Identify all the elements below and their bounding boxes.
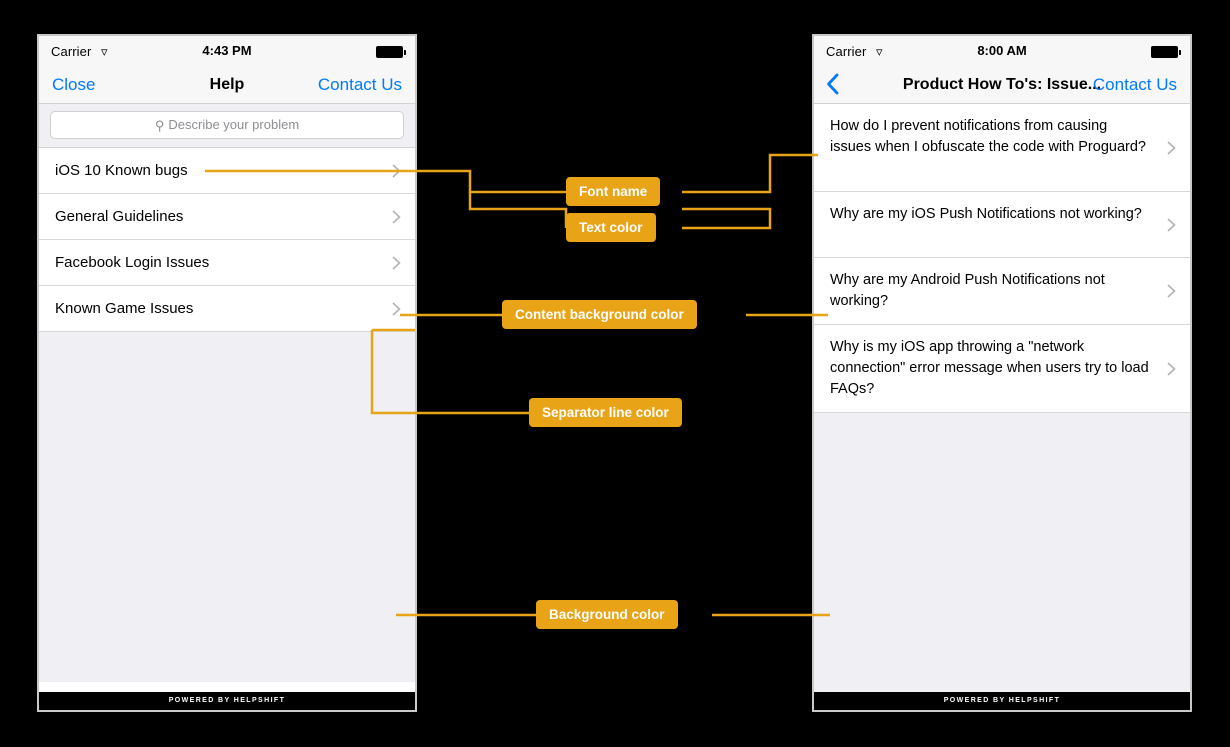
list-item-label: Why are my iOS Push Notifications not working? [830,206,1142,222]
carrier-label: Carrier [826,44,867,59]
carrier-label: Carrier [51,44,92,59]
status-bar-left [39,36,415,68]
nav-bar-left [39,68,415,104]
nav-bar-right [814,68,1190,104]
list-item[interactable] [39,240,415,286]
status-time: 4:43 PM [202,43,252,58]
list-item-label: General Guidelines [55,208,184,225]
faq-list-left [39,148,415,332]
search-input[interactable] [50,111,404,139]
status-time: 8:00 AM [977,43,1027,58]
search-bar-container [39,104,415,148]
chevron-right-icon [1167,284,1176,298]
back-chevron-icon[interactable] [826,73,840,95]
list-item[interactable] [814,192,1190,258]
battery-icon [1151,46,1178,58]
chevron-right-icon [1167,141,1176,155]
list-item-label: Why is my iOS app throwing a "network connection" error message when users try to load FAQs? [830,339,1149,397]
callout-separator-line-color: Separator line color [529,398,682,427]
callout-text-color: Text color [566,213,656,242]
list-item[interactable] [814,325,1190,413]
chevron-right-icon [1167,218,1176,232]
callout-font-name: Font name [566,177,660,206]
list-item-label: Known Game Issues [55,300,194,317]
powered-by-footer: POWERED BY HELPSHIFT [814,692,1190,710]
chevron-right-icon [392,164,401,178]
list-item[interactable] [814,104,1190,192]
chevron-right-icon [1167,362,1176,376]
callout-content-background-color: Content background color [502,300,697,329]
search-placeholder-row [51,117,403,133]
wifi-icon: ▿ [876,44,883,59]
battery-icon [376,46,403,58]
list-item[interactable] [814,258,1190,325]
chevron-right-icon [392,302,401,316]
status-bar-right [814,36,1190,68]
empty-list-background-right [814,413,1190,712]
faq-list-right [814,104,1190,413]
search-icon: ⚲ [154,118,165,133]
list-item-label: How do I prevent notifications from causing issues when I obfuscate the code with Proguard? [830,118,1146,155]
contact-us-button[interactable]: Contact Us [1092,75,1177,94]
wifi-icon: ▿ [101,44,108,59]
search-placeholder-text: Describe your problem [168,117,300,132]
page-title: Help [209,76,245,93]
list-item-label: Why are my Android Push Notifications not working? [830,272,1105,309]
chevron-right-icon [392,210,401,224]
list-item-label: iOS 10 Known bugs [55,162,188,179]
close-button[interactable]: Close [52,75,96,94]
page-title: Product How To's: Issue... [902,76,1102,93]
empty-list-background-left [39,332,415,682]
phone-mockup-right [812,34,1192,712]
list-item-label: Facebook Login Issues [55,254,210,271]
powered-by-footer: POWERED BY HELPSHIFT [39,692,415,710]
list-item[interactable] [39,286,415,332]
callout-background-color: Background color [536,600,678,629]
list-item[interactable] [39,148,415,194]
chevron-right-icon [392,256,401,270]
list-item[interactable] [39,194,415,240]
contact-us-button[interactable]: Contact Us [317,75,402,94]
phone-mockup-left [37,34,417,712]
